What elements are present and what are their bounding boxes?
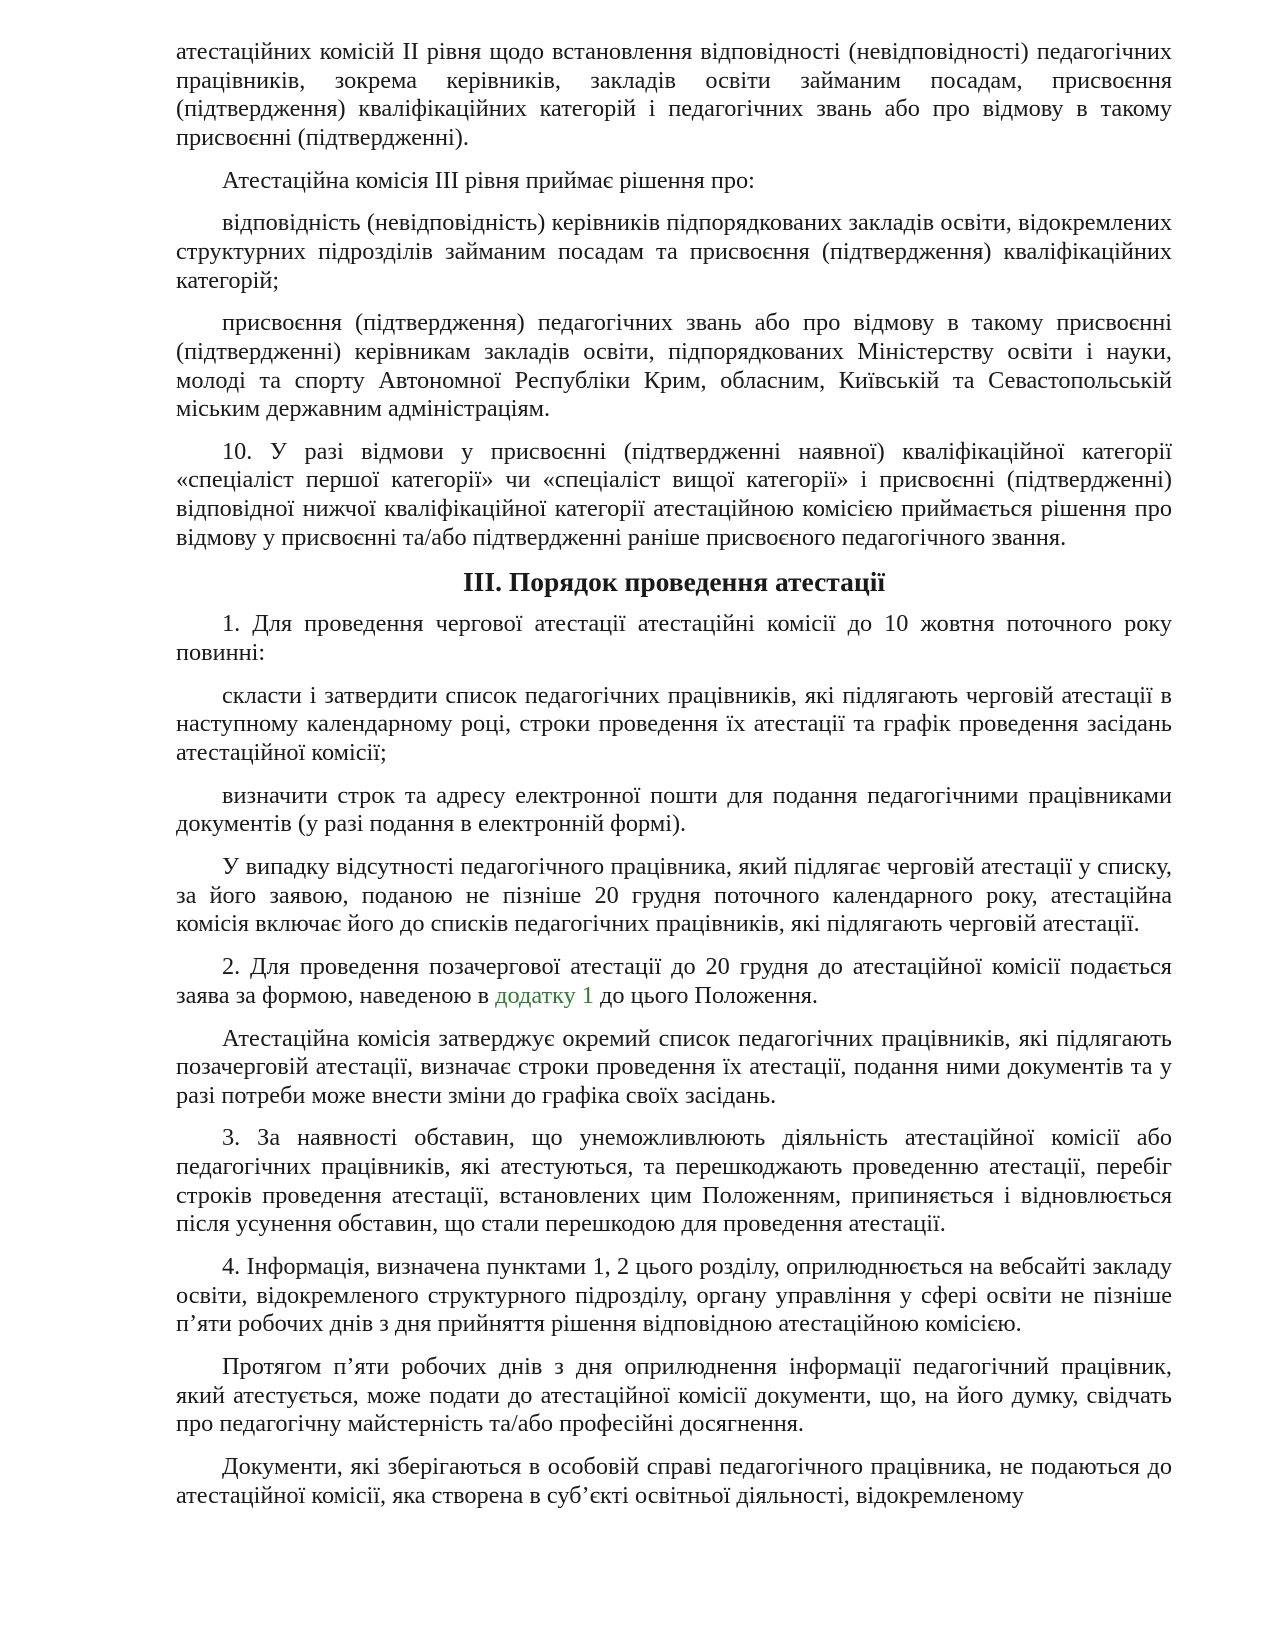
paragraph-level2-decisions: атестаційних комісій ІІ рівня щодо встановлення відповідності (невідповідності) педагогічних працівників, зокрема керівників, закладів освіти займаним посадам, присвоєння (підтвердження) кваліфікаційних категорій і педагогічних звань або про відмову в такому присвоєнні (підтвердженні). — [176, 38, 1172, 151]
paragraph-personal-file: Документи, які зберігаються в особовій справі педагогічного працівника, не подаються до атестаційної комісії, яка створена в суб’єкті освітньої діяльності, відокремленому — [176, 1452, 1172, 1509]
paragraph-item-2-text: 2. Для проведення позачергової атестації до 20 грудня до атестаційної комісії подається заява за формою, наведеною в — [176, 953, 1172, 1009]
section-heading: ІІІ. Порядок проведення атестації — [462, 566, 886, 598]
paragraph-absence-case: У випадку відсутності педагогічного працівника, який підлягає черговій атестації у списку, за його заявою, поданою не пізніше 20 грудня поточного календарного року, атестаційна комісія включає його до списків педагогічних працівників, які підлягають черговій атестації. — [176, 853, 1172, 938]
paragraph-item-4: 4. Інформація, визначена пунктами 1, 2 цього розділу, оприлюднюється на вебсайті закладу освіти, відокремленого структурного підрозділу, органу управління у сфері освіти не пізніше п’яти робочих днів з дня прийняття рішення відповідною атестаційною комісією. — [176, 1253, 1172, 1338]
paragraph-item-2 — [176, 953, 1172, 1010]
paragraph-item-2-tail: до цього Положення. — [593, 981, 818, 1009]
paragraph-item-1: 1. Для проведення чергової атестації атестаційні комісії до 10 жовтня поточного року повинні: — [176, 610, 1172, 667]
paragraph-list-compile: скласти і затвердити список педагогічних працівників, які підлягають черговій атестації в наступному календарному році, строки проведення їх атестації та графік проведення засідань атестаційної комісії; — [176, 681, 1172, 766]
paragraph-level3-titles: присвоєння (підтвердження) педагогічних звань або про відмову в такому присвоєнні (підтвердженні) керівникам закладів освіти, підпорядкованих Міністерству освіти і науки, молоді та спорту Автономної Республіки Крим, обласним, Київській та Севастопольській міським державним адміністраціям. — [176, 309, 1172, 423]
paragraph-documents-submission: Протягом п’яти робочих днів з дня оприлюднення інформації педагогічний працівник, який атестується, може подати до атестаційної комісії документи, що, на його думку, свідчать про педагогічну майстерність та/або професійні досягнення. — [176, 1353, 1172, 1438]
paragraph-item-3: 3. За наявності обставин, що унеможливлюють діяльність атестаційної комісії або педагогічних працівників, які атестуються, та перешкоджають проведенню атестації, перебіг строків проведення атестації, встановлених цим Положенням, припиняється і відновлюється після усунення обставин, що стали перешкодою для проведення атестації. — [176, 1124, 1172, 1238]
paragraph-list-email: визначити строк та адресу електронної пошти для подання педагогічними працівниками документів (у разі подання в електронній формі). — [176, 781, 1172, 838]
paragraph-level3-compliance: відповідність (невідповідність) керівників підпорядкованих закладів освіти, відокремлених структурних підрозділів займаним посадам та присвоєння (підтвердження) кваліфікаційних категорій; — [176, 209, 1172, 294]
paragraph-extraordinary-list: Атестаційна комісія затверджує окремий список педагогічних працівників, які підлягають позачерговій атестації, визначає строки проведення їх атестації, подання ними документів та у разі потреби може внести зміни до графіка своїх засідань. — [176, 1024, 1172, 1109]
document-page — [176, 38, 1172, 1524]
appendix-1-link[interactable]: додатку 1 — [495, 981, 594, 1009]
paragraph-level3-intro: Атестаційна комісія ІІІ рівня приймає рішення про: — [222, 166, 755, 194]
paragraph-item-10: 10. У разі відмови у присвоєнні (підтвердженні наявної) кваліфікаційної категорії «спеціаліст першої категорії» чи «спеціаліст вищої категорії» і присвоєнні (підтвердженні) відповідної нижчої кваліфікаційної категорії атестаційною комісією приймається рішення про відмову у присвоєнні та/або підтвердженні раніше присвоєного педагогічного звання. — [176, 437, 1172, 551]
